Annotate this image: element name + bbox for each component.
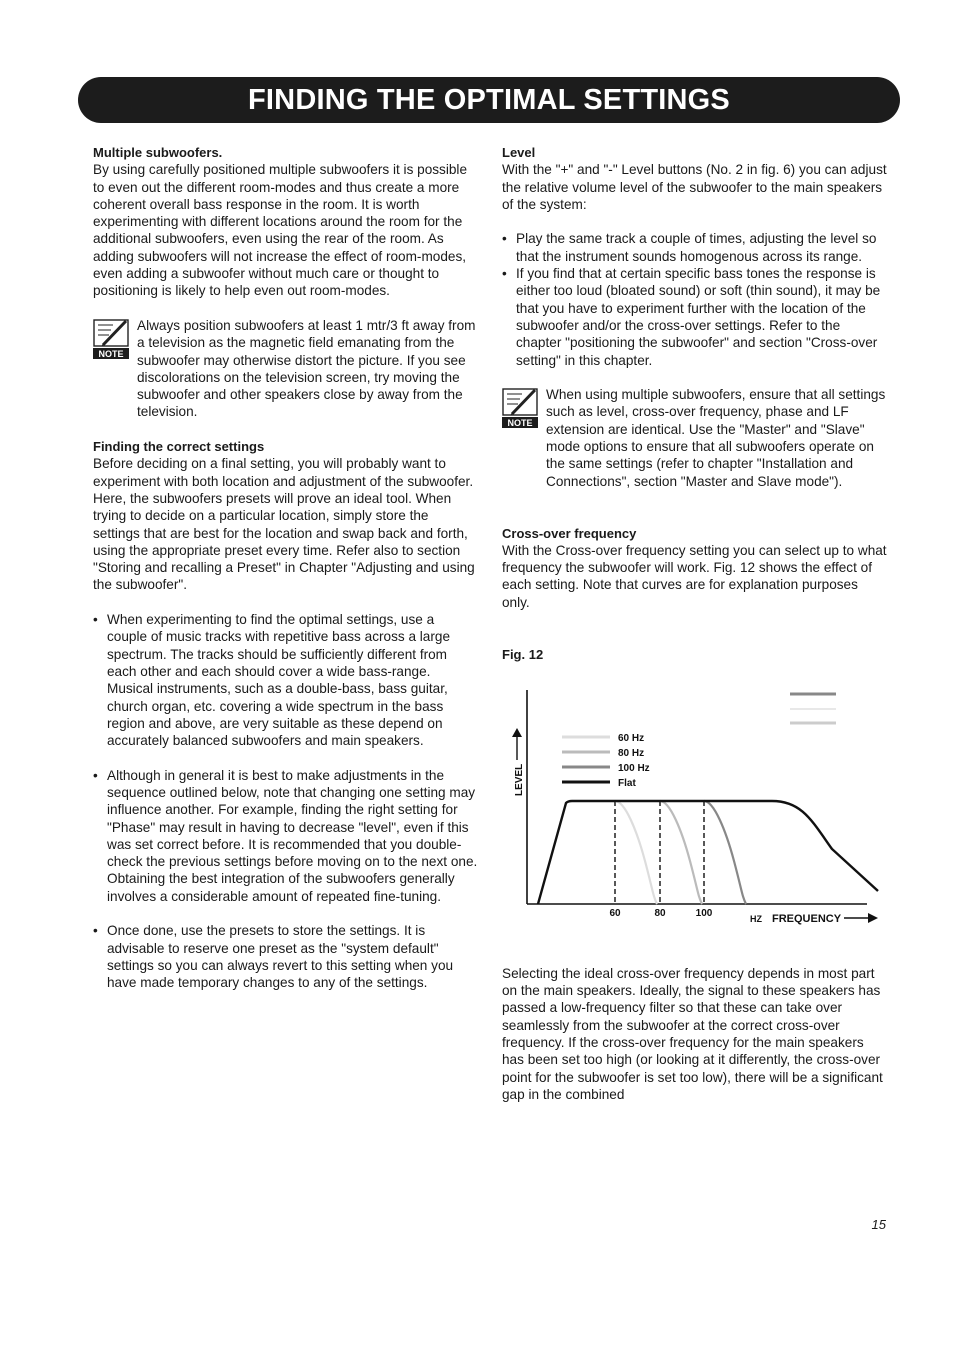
y-axis-arrow-head xyxy=(512,728,522,737)
note-icon xyxy=(93,317,137,421)
closing-paragraph: Selecting the ideal cross-over frequency depends in most part on the main speakers. Ideally, the signal to these speakers has passed a low-frequency filter so that these can take over seamlessly from the subwoofer at the correct cross-over frequency. If the cross-over frequency for the main speakers has been set too high (or looking at it differently, the cross-over point for the subwoofer is set too low), there will be a significant gap in the combined xyxy=(502,965,883,1102)
finding-settings-body: Before deciding on a final setting, you will probably want to experiment with both location and adjustment of the subwoofer. Here, the subwoofers presets will prove an ideal tool. When trying to decide on a particular location, simply store the settings that are best for the location and swap back and forth, using the appropriate preset every time. Refer also to section "Storing and recalling a Preset" in Chapter "Adjusting and using the subwoofer". xyxy=(93,456,475,593)
x-tick-label: 60 xyxy=(609,908,621,920)
figure-label: Fig. 12 xyxy=(502,646,544,662)
right-column xyxy=(502,144,887,1103)
note-text-tv: Always position subwoofers at least 1 mtr/3 ft away from a television as the magnetic field emanating from the subwoofer may otherwise distort the picture. If you see discolorations on the television screen, try moving the subwoofer and other speakers close by away from the television. xyxy=(137,317,476,420)
legend-label: 60 Hz xyxy=(618,733,645,745)
note-box-tv xyxy=(93,317,478,421)
series-line xyxy=(660,801,702,904)
y-axis-label: LEVEL xyxy=(514,763,525,797)
crossover-chart xyxy=(502,680,887,930)
page-number: 15 xyxy=(871,1217,886,1232)
level-bullets xyxy=(502,230,887,368)
title-bar xyxy=(78,77,900,123)
finding-settings-heading: Finding the correct settings xyxy=(93,439,265,455)
note-text-multiple: When using multiple subwoofers, ensure that all settings such as level, cross-over frequency, phase and LF extension are identical. Use the "Master" and "Slave" mode options to ensure that all subwoofers operate on the same settings (refer to chapter "Installation and Connections", section "Master and Slave mode"). xyxy=(546,387,886,489)
note-icon-label: NOTE xyxy=(98,348,124,359)
experiment-bullets-3 xyxy=(93,922,478,991)
legend-label: Flat xyxy=(618,778,636,790)
bullet-item: • Play the same track a couple of times, adjusting the level so that the instrument sounds homogenous across its range. xyxy=(502,230,887,265)
series-line xyxy=(704,801,746,904)
legend-label: 100 Hz xyxy=(618,763,650,775)
level-body: With the "+" and "-" Level buttons (No. 2 in fig. 6) you can adjust the relative volume level of the subwoofer to the main speakers of the system: xyxy=(502,162,887,212)
series-line xyxy=(538,801,878,904)
bullet-item: • When experimenting to find the optimal settings, use a couple of music tracks with repetitive bass across a large spectrum. The tracks should be sufficiently different from each other and each should cover a wide bass-range. Musical instruments, such as a double-bass, bass guitar, church organ, etc. covering a wide spectrum in the bass region and above, are very suitable as these depend on accurately balanced subwoofers and main speakers. xyxy=(93,611,478,749)
bullet-item: • Although in general it is best to make adjustments in the sequence outlined below, note that changing one setting may influence another. For example, finding the right setting for "Phase" may result in having to decrease "level", even if this was set correct before. It is recommended that you double-check the previous settings before moving on to the next one. Obtaining the best integration of the subwoofers generally involves a considerable amount of repeated fine-tuning. xyxy=(93,767,478,905)
multiple-subwoofers-body: By using carefully positioned multiple subwoofers it is possible to even out the different room-modes and thus create a more coherent overall bass response in the room. It is worth experimenting with different locations around the room for the additional subwoofers, even using the rear of the room. As adding subwoofers will not increase the effect of room-modes, even adding a subwoofer without much care or thought to positioning is likely to help even out room-modes. xyxy=(93,162,468,299)
note-icon-label: NOTE xyxy=(507,418,533,429)
crossover-heading: Cross-over frequency xyxy=(502,525,637,541)
level-heading: Level xyxy=(502,145,536,160)
bullet-item: • Once done, use the presets to store the settings. It is advisable to reserve one preset as the "system default" settings so you can always revert to this setting when you have made temporary changes to any of the settings. xyxy=(93,922,478,991)
x-axis-arrow-head xyxy=(868,913,878,923)
series-line xyxy=(615,801,657,904)
experiment-bullets xyxy=(93,611,478,749)
crossover-chart-svg xyxy=(502,680,887,930)
x-tick-label: 80 xyxy=(654,908,666,920)
left-column xyxy=(93,144,478,992)
x-axis-unit: HZ xyxy=(750,914,762,925)
bullet-item: • If you find that at certain specific bass tones the response is either too loud (bloated sound) or soft (thin sound), it may be that you have to experiment further with the location of the subwoofer and/or the cross-over settings. Refer to the chapter "positioning the subwoofer" and section "Cross-over setting" in this chapter. xyxy=(502,265,887,369)
note-icon xyxy=(502,386,546,490)
experiment-bullets-2 xyxy=(93,767,478,905)
legend-label: 80 Hz xyxy=(618,748,645,760)
x-axis-label: FREQUENCY xyxy=(772,913,842,926)
x-tick-label: 100 xyxy=(695,908,713,920)
note-box-multiple xyxy=(502,386,887,490)
multiple-subwoofers-heading: Multiple subwoofers. xyxy=(93,145,223,160)
page-title: FINDING THE OPTIMAL SETTINGS xyxy=(248,83,730,116)
crossover-body: With the Cross-over frequency setting you can select up to what frequency the subwoofer will work. Fig. 12 shows the effect of each setting. Note that curves are for explanation purposes only. xyxy=(502,542,887,610)
